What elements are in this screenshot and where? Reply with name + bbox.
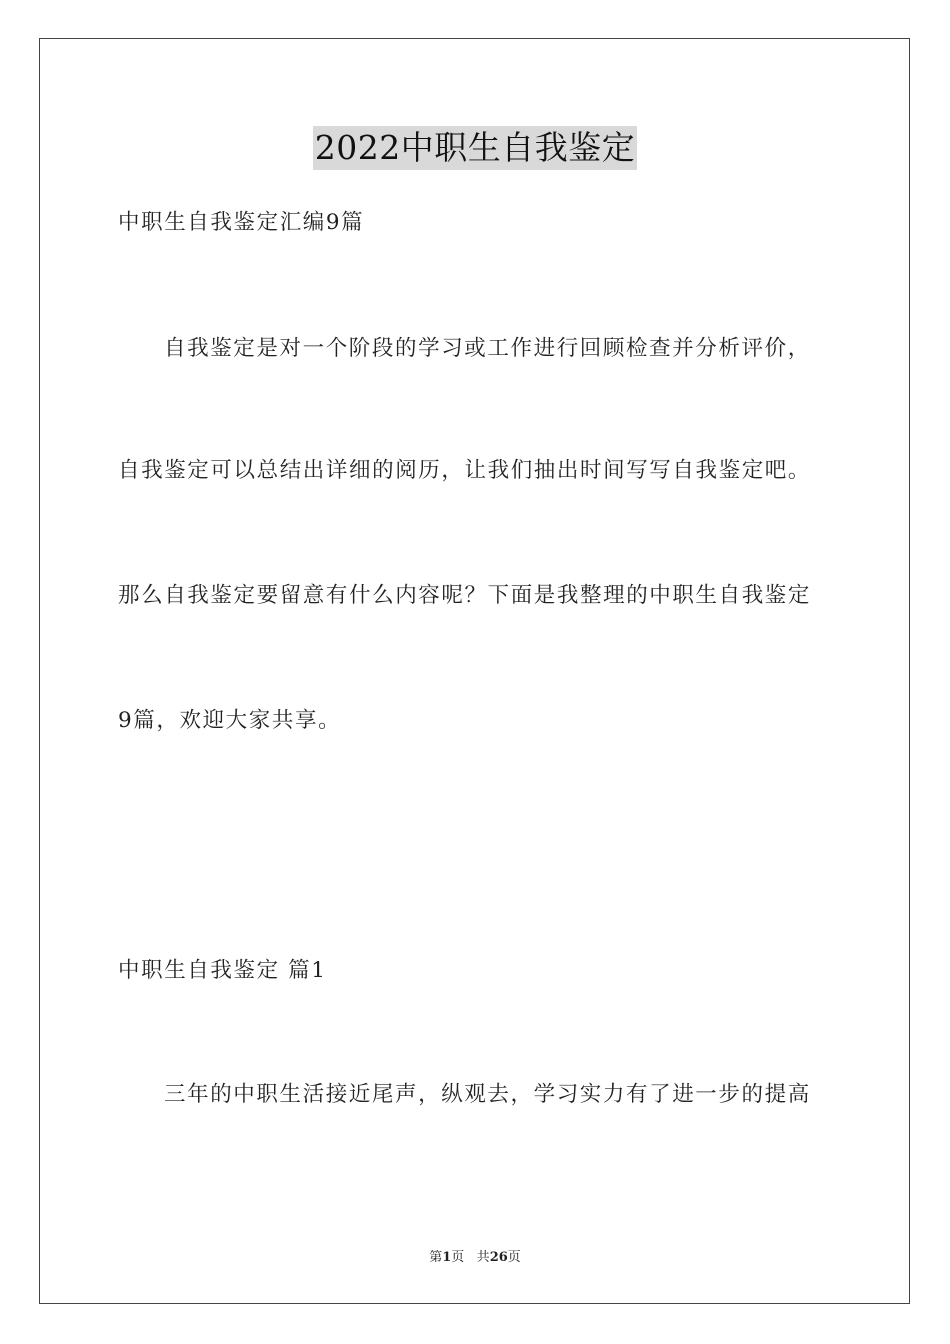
footer-page-number: 1 — [442, 1250, 452, 1265]
footer-total-prefix: 共 — [476, 1250, 490, 1265]
page-footer — [0, 1246, 950, 1265]
section-heading: 中职生自我鉴定 篇1 — [118, 958, 327, 983]
document-subtitle: 中职生自我鉴定汇编9篇 — [118, 210, 365, 235]
intro-line-1: 自我鉴定是对一个阶段的学习或工作进行回顾检查并分析评价， — [164, 336, 811, 361]
intro-line-3: 那么自我鉴定要留意有什么内容呢？下面是我整理的中职生自我鉴定 — [118, 583, 812, 608]
intro-line-4: 9篇，欢迎大家共享。 — [118, 708, 342, 733]
footer-page-suffix: 页 — [451, 1250, 465, 1265]
document-title: 2022中职生自我鉴定 — [313, 126, 637, 170]
footer-total-pages: 26 — [489, 1250, 508, 1265]
section-line-1: 三年的中职生活接近尾声，纵观去，学习实力有了进一步的提高 — [164, 1082, 811, 1107]
footer-total-suffix: 页 — [507, 1250, 521, 1265]
title-container — [0, 126, 950, 170]
intro-line-2: 自我鉴定可以总结出详细的阅历，让我们抽出时间写写自我鉴定吧。 — [118, 458, 812, 483]
footer-page-prefix: 第 — [429, 1250, 443, 1265]
